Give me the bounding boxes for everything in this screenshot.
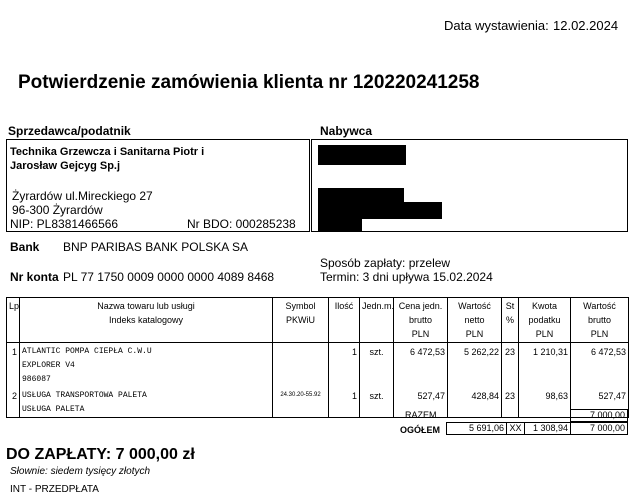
col-header-lp: Lp (7, 298, 20, 343)
col-header-unit: Jedn.m. (360, 298, 394, 343)
seller-address-line1: Żyrardów ul.Mireckiego 27 (12, 189, 153, 203)
cell-gross: 527,47 (571, 387, 629, 418)
cell-symbol (273, 343, 329, 388)
seller-bdo: Nr BDO: 000285238 (187, 217, 296, 231)
table-header-row (7, 298, 629, 343)
seller-box (6, 139, 310, 232)
cell-unit: szt. (360, 343, 394, 388)
summary-ogolem-label: OGÓŁEM (400, 425, 440, 435)
col-header-net: Wartość netto PLN (448, 298, 502, 343)
cell-tax: 98,63 (519, 387, 571, 418)
redaction-block (318, 145, 406, 165)
cell-tax: 1 210,31 (519, 343, 571, 388)
col-header-tax: Kwota podatku PLN (519, 298, 571, 343)
cell-symbol: 24.30.20-55.92 (273, 387, 329, 418)
item-index: 986087 (22, 375, 51, 384)
seller-name-line2: Jarosław Gejcyg Sp.j (10, 160, 121, 172)
cell-gross: 6 472,53 (571, 343, 629, 388)
table-row (7, 387, 629, 418)
cell-net: 5 262,22 (448, 343, 502, 388)
summary-ogolem-net: 5 691,06 (446, 422, 507, 435)
summary-ogolem-gross: 7 000,00 (570, 422, 628, 435)
payment-note: INT - PRZEDPŁATA (10, 484, 99, 495)
cell-price: 527,47 (394, 387, 448, 418)
issue-date-value: 12.02.2024 (553, 18, 619, 33)
cell-qty: 1 (329, 343, 360, 388)
col-header-name: Nazwa towaru lub usługi Indeks katalogowy (20, 298, 273, 343)
page-title: Potwierdzenie zamówienia klienta nr 120220241258 (18, 72, 480, 93)
redaction-block (318, 188, 404, 203)
account-label: Nr konta (10, 270, 59, 284)
cell-price: 6 472,53 (394, 343, 448, 388)
bank-label: Bank (10, 240, 40, 254)
buyer-box (311, 139, 628, 232)
cell-vat: 23 (502, 387, 519, 418)
seller-name-line1: Technika Grzewcza i Sanitarna Piotr i (10, 146, 205, 158)
summary-ogolem-vat: XX (506, 422, 525, 435)
col-header-price: Cena jedn. brutto PLN (394, 298, 448, 343)
payment-method: Sposób zapłaty: przelew (320, 256, 451, 270)
seller-address-line2: 96-300 Żyrardów (12, 203, 103, 217)
seller-section-label: Sprzedawca/podatnik (8, 124, 131, 138)
cell-net: 428,84 (448, 387, 502, 418)
item-name-line2: EXPLORER V4 (22, 361, 75, 370)
col-header-qty: Ilość (329, 298, 360, 343)
cell-unit: szt. (360, 387, 394, 418)
cell-qty: 1 (329, 387, 360, 418)
summary-razem-gross: 7 000,00 (570, 409, 628, 422)
cell-lp: 1 (7, 343, 20, 388)
col-header-vat: St % (502, 298, 519, 343)
redaction-block (318, 218, 362, 232)
bank-name: BNP PARIBAS BANK POLSKA SA (63, 240, 248, 254)
table-row (7, 343, 629, 388)
item-name-line1: USŁUGA TRANSPORTOWA PALETA (22, 391, 147, 400)
payment-term: Termin: 3 dni upływa 15.02.2024 (320, 270, 493, 284)
seller-nip: NIP: PL8381466566 (10, 217, 119, 231)
buyer-section-label: Nabywca (320, 124, 373, 138)
issue-date-label: Data wystawienia: (444, 18, 549, 33)
summary-razem-label: RAZEM (405, 410, 437, 420)
item-index: USŁUGA PALETA (22, 405, 85, 414)
summary-ogolem-tax: 1 308,94 (524, 422, 571, 435)
items-table (6, 297, 629, 418)
redaction-block (318, 202, 442, 219)
col-header-symbol: Symbol PKWiU (273, 298, 329, 343)
cell-vat: 23 (502, 343, 519, 388)
cell-name (20, 343, 273, 388)
amount-due: DO ZAPŁATY: 7 000,00 zł (6, 446, 195, 463)
item-name-line1: ATLANTIC POMPA CIEPŁA C.W.U (22, 347, 152, 356)
col-header-gross: Wartość brutto PLN (571, 298, 629, 343)
account-number: PL 77 1750 0009 0000 0000 4089 8468 (63, 270, 275, 284)
cell-name (20, 387, 273, 418)
amount-in-words: Słownie: siedem tysięcy złotych (10, 466, 151, 477)
cell-lp: 2 (7, 387, 20, 418)
